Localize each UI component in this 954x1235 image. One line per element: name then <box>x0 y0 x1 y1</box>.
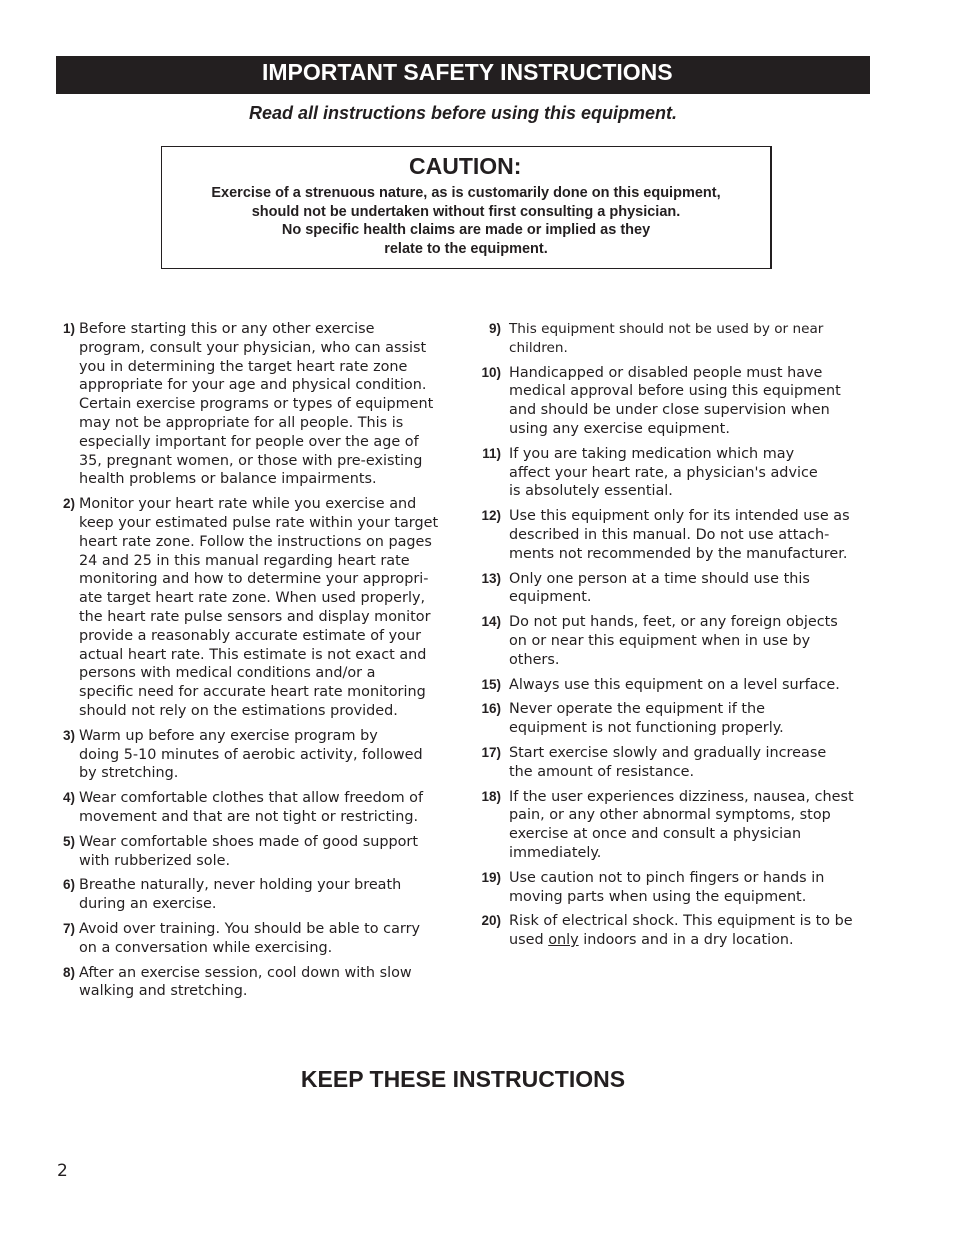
instruction-item <box>474 507 866 563</box>
instruction-line: the amount of resistance. <box>509 763 695 780</box>
instruction-line: children. <box>509 339 568 356</box>
instruction-line: Before starting this or any other exercise <box>79 321 375 337</box>
instruction-text <box>509 869 866 907</box>
instruction-number: 4) <box>62 790 75 806</box>
instruction-line: If the user experiences dizziness, nausea, chest <box>509 788 854 805</box>
instruction-line: After an exercise session, cool down with slow <box>79 964 412 981</box>
instruction-line: during an exercise. <box>79 896 217 913</box>
instruction-item <box>474 676 866 695</box>
instruction-item <box>474 364 866 439</box>
instruction-line: is absolutely essential. <box>509 483 673 500</box>
page-title: IMPORTANT SAFETY INSTRUCTIONS <box>262 59 673 85</box>
instruction-item <box>474 700 866 738</box>
instruction-line: This equipment should not be used by or near <box>509 321 824 337</box>
instruction-line: doing 5-10 minutes of aerobic activity, followed <box>79 746 423 763</box>
instruction-line: specific need for accurate heart rate monitoring <box>79 684 426 701</box>
instruction-line: Always use this equipment on a level surface. <box>509 676 840 693</box>
instruction-line: Wear comfortable clothes that allow freedom of <box>79 790 424 807</box>
caution-text <box>162 184 770 258</box>
instruction-item <box>474 320 866 358</box>
instruction-number: 17) <box>481 744 501 760</box>
instruction-number: 13) <box>481 570 501 586</box>
instruction-line: 35, pregnant women, or those with pre-existing <box>79 452 423 469</box>
instruction-item <box>56 920 448 958</box>
instruction-line: affect your heart rate, a physician's advice <box>509 464 818 481</box>
instruction-line: program, consult your physician, who can assist <box>79 339 427 356</box>
instruction-number: 7) <box>62 920 75 936</box>
instruction-line: Avoid over training. You should be able to carry <box>79 920 421 937</box>
instruction-line: described in this manual. Do not use attach- <box>509 526 830 543</box>
instruction-number: 10) <box>481 364 501 380</box>
instruction-line: Wear comfortable shoes made of good support <box>79 833 418 850</box>
instruction-line: moving parts when using the equipment. <box>509 888 807 905</box>
instruction-item <box>56 789 448 827</box>
instruction-text <box>509 364 866 439</box>
instruction-number: 15) <box>481 676 501 692</box>
instruction-line: movement and that are not tight or restricting. <box>79 808 419 825</box>
caution-line: should not be undertaken without first consulting a physician. <box>251 203 681 220</box>
instruction-line <box>509 931 866 950</box>
instruction-number: 2) <box>62 496 75 512</box>
instruction-line: keep your estimated pulse rate within your target <box>79 514 439 531</box>
instruction-line: 24 and 25 in this manual regarding heart rate <box>79 552 410 569</box>
instruction-line: on a conversation while exercising. <box>79 939 333 956</box>
instruction-line: walking and stretching. <box>79 983 248 1000</box>
instruction-line: you in determining the target heart rate zone <box>79 358 408 375</box>
instruction-number: 19) <box>481 869 501 885</box>
instruction-line: Warm up before any exercise program by <box>79 727 378 744</box>
instruction-line: the heart rate pulse sensors and display monitor <box>79 608 431 625</box>
instruction-text <box>509 700 866 738</box>
instruction-line: should not rely on the estimations provided. <box>79 702 398 719</box>
instruction-line: appropriate for your age and physical condition. <box>79 377 427 394</box>
title-banner <box>56 56 870 94</box>
instruction-line: Do not put hands, feet, or any foreign objects <box>509 614 838 631</box>
instruction-text <box>79 727 448 783</box>
instruction-line: actual heart rate. This estimate is not exact and <box>79 646 427 663</box>
instruction-number: 20) <box>481 913 501 929</box>
instruction-line: persons with medical conditions and/or a <box>79 665 376 682</box>
instruction-line: heart rate zone. Follow the instructions on pages <box>79 533 432 550</box>
instruction-line: Use this equipment only for its intended use as <box>509 508 850 525</box>
instruction-item <box>56 727 448 783</box>
instruction-number: 18) <box>481 788 501 804</box>
caution-box <box>161 146 772 269</box>
instruction-line: medical approval before using this equipment <box>509 383 841 400</box>
instruction-line: pain, or any other abnormal symptoms, stop <box>509 807 831 824</box>
instruction-item <box>56 964 448 1002</box>
instruction-item <box>56 320 448 489</box>
instruction-item <box>56 876 448 914</box>
caution-line: Exercise of a strenuous nature, as is customarily done on this equipment, <box>211 185 721 201</box>
caution-title: CAUTION: <box>409 153 522 179</box>
instruction-text <box>509 613 866 669</box>
line-segment: used <box>509 932 549 949</box>
instruction-number: 5) <box>62 833 75 849</box>
instruction-text <box>509 445 866 501</box>
instruction-line: especially important for people over the age of <box>79 433 419 450</box>
instruction-text <box>79 789 448 827</box>
instruction-number: 1) <box>62 321 75 336</box>
instruction-item <box>56 833 448 871</box>
instruction-line: Risk of electrical shock. This equipment is to be <box>509 913 853 930</box>
instruction-text <box>79 320 448 489</box>
instruction-text <box>509 676 866 695</box>
instruction-number: 11) <box>482 445 501 461</box>
instruction-line: and should be under close supervision when <box>509 402 830 419</box>
instruction-line: Never operate the equipment if the <box>509 701 765 718</box>
instruction-line: on or near this equipment when in use by <box>509 632 811 649</box>
instruction-item <box>474 570 866 608</box>
instruction-line: health problems or balance impairments. <box>79 471 377 488</box>
instruction-text <box>509 507 866 563</box>
instruction-line: equipment. <box>509 589 592 606</box>
instruction-text <box>509 570 866 608</box>
instruction-line: ate target heart rate zone. When used properly, <box>79 590 426 607</box>
instruction-line: Certain exercise programs or types of equipment <box>79 396 434 413</box>
instruction-number: 16) <box>481 701 501 717</box>
instruction-item <box>474 613 866 669</box>
instruction-text <box>79 495 448 721</box>
instruction-item <box>474 912 866 950</box>
instruction-text <box>509 788 866 863</box>
line-segment: indoors and in a dry location. <box>578 932 794 949</box>
instruction-text <box>79 920 448 958</box>
instruction-item <box>474 744 866 782</box>
instruction-line: Start exercise slowly and gradually increase <box>509 744 827 761</box>
instruction-line: provide a reasonably accurate estimate of your <box>79 627 422 644</box>
instruction-number: 9) <box>488 321 501 336</box>
subtitle: Read all instructions before using this equipment. <box>248 103 678 123</box>
instruction-text <box>79 876 448 914</box>
caution-line: No specific health claims are made or implied as they <box>281 222 651 239</box>
instruction-number: 12) <box>481 508 501 524</box>
instruction-text <box>509 320 866 358</box>
instruction-line: with rubberized sole. <box>79 852 231 869</box>
right-column <box>474 320 866 956</box>
instruction-line: Monitor your heart rate while you exercise and <box>79 496 417 513</box>
instruction-line: by stretching. <box>79 765 179 782</box>
page-number: 2 <box>57 1161 68 1181</box>
instruction-line: may not be appropriate for all people. This is <box>79 414 404 431</box>
instruction-text <box>509 744 866 782</box>
instruction-line: immediately. <box>509 844 602 861</box>
instruction-line: exercise at once and consult a physician <box>509 826 802 843</box>
instruction-line: Use caution not to pinch fingers or hands in <box>509 869 825 886</box>
instruction-line: Breathe naturally, never holding your breath <box>79 877 402 894</box>
instruction-text <box>509 912 866 950</box>
instruction-number: 3) <box>62 727 75 743</box>
instruction-line: If you are taking medication which may <box>509 445 795 462</box>
underlined-word: only <box>548 932 579 949</box>
instruction-line: others. <box>509 651 560 668</box>
instruction-item <box>474 445 866 501</box>
instruction-item <box>56 495 448 721</box>
footer-title: KEEP THESE INSTRUCTIONS <box>300 1066 626 1092</box>
instruction-line: Only one person at a time should use this <box>509 570 810 587</box>
instruction-item <box>474 788 866 863</box>
instruction-line: monitoring and how to determine your appropri- <box>79 571 429 588</box>
instruction-text <box>79 833 448 871</box>
instruction-line: Handicapped or disabled people must have <box>509 364 823 381</box>
instruction-line: ments not recommended by the manufacturer. <box>509 545 848 562</box>
instruction-text <box>79 964 448 1002</box>
instruction-number: 6) <box>62 877 75 893</box>
instruction-line: equipment is not functioning properly. <box>509 720 784 737</box>
caution-line: relate to the equipment. <box>384 240 548 257</box>
left-column <box>56 320 448 1007</box>
instruction-line: using any exercise equipment. <box>509 420 730 437</box>
instruction-number: 14) <box>481 614 501 630</box>
instruction-number: 8) <box>62 964 75 980</box>
instruction-item <box>474 869 866 907</box>
